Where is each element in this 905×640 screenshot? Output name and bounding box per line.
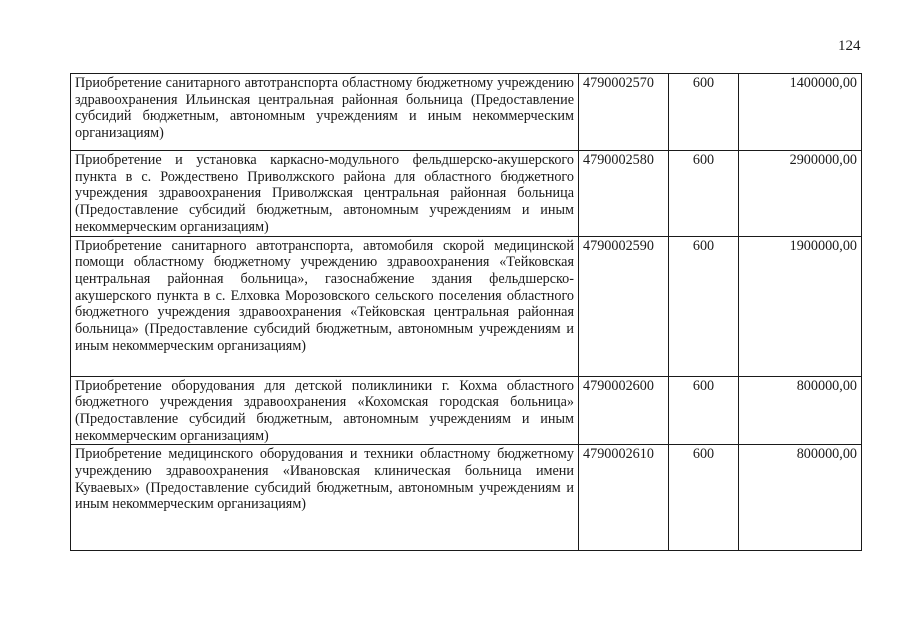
row-expense-type: 600 — [669, 376, 739, 445]
row-target-code: 4790002570 — [579, 74, 669, 151]
row-description: Приобретение санитарного автотранспорта областному бюджетному учреждению здравоохранения Ильинская центральная районная больница (Предоставление субсидий бюджетным, автономным учреждениям и иным некоммерческим организациям) — [71, 74, 579, 151]
row-amount: 1900000,00 — [739, 236, 862, 376]
budget-table — [70, 73, 862, 551]
row-amount: 800000,00 — [739, 445, 862, 551]
table-row — [71, 151, 862, 237]
table-row — [71, 74, 862, 151]
row-description: Приобретение и установка каркасно-модульного фельдшерско-акушерского пункта в с. Рождествено Приволжского района для областного бюджетного учреждения здравоохранения Приволжская центральная районная больница (Предоставление субсидий бюджетным, автономным учреждениям и иным некоммерческим организациям) — [71, 151, 579, 237]
row-amount: 800000,00 — [739, 376, 862, 445]
row-description: Приобретение санитарного автотранспорта, автомобиля скорой медицинской помощи областному бюджетному учреждению здравоохранения «Тейковская центральная районная больница», газоснабжение здания фельдшерско-акушерского пункта в с. Елховка Морозовского сельского поселения областного бюджетного учреждения здравоохранения «Тейковская центральная районная больница» (Предоставление субсидий бюджетным, автономным учреждениям и иным некоммерческим организациям) — [71, 236, 579, 376]
row-amount: 1400000,00 — [739, 74, 862, 151]
table-row — [71, 376, 862, 445]
row-expense-type: 600 — [669, 236, 739, 376]
page-number: 124 — [838, 38, 861, 54]
row-target-code: 4790002590 — [579, 236, 669, 376]
row-expense-type: 600 — [669, 74, 739, 151]
row-target-code: 4790002610 — [579, 445, 669, 551]
row-description: Приобретение оборудования для детской поликлиники г. Кохма областного бюджетного учреждения здравоохранения «Кохомская городская больница» (Предоставление субсидий бюджетным, автономным учреждениям и иным некоммерческим организациям) — [71, 376, 579, 445]
row-target-code: 4790002580 — [579, 151, 669, 237]
table-row — [71, 236, 862, 376]
row-expense-type: 600 — [669, 151, 739, 237]
row-amount: 2900000,00 — [739, 151, 862, 237]
row-description: Приобретение медицинского оборудования и техники областному бюджетному учреждению здравоохранения «Ивановская клиническая больница имени Куваевых» (Предоставление субсидий бюджетным, автономным учреждениям и иным некоммерческим организациям) — [71, 445, 579, 551]
row-target-code: 4790002600 — [579, 376, 669, 445]
row-expense-type: 600 — [669, 445, 739, 551]
table-row — [71, 445, 862, 551]
